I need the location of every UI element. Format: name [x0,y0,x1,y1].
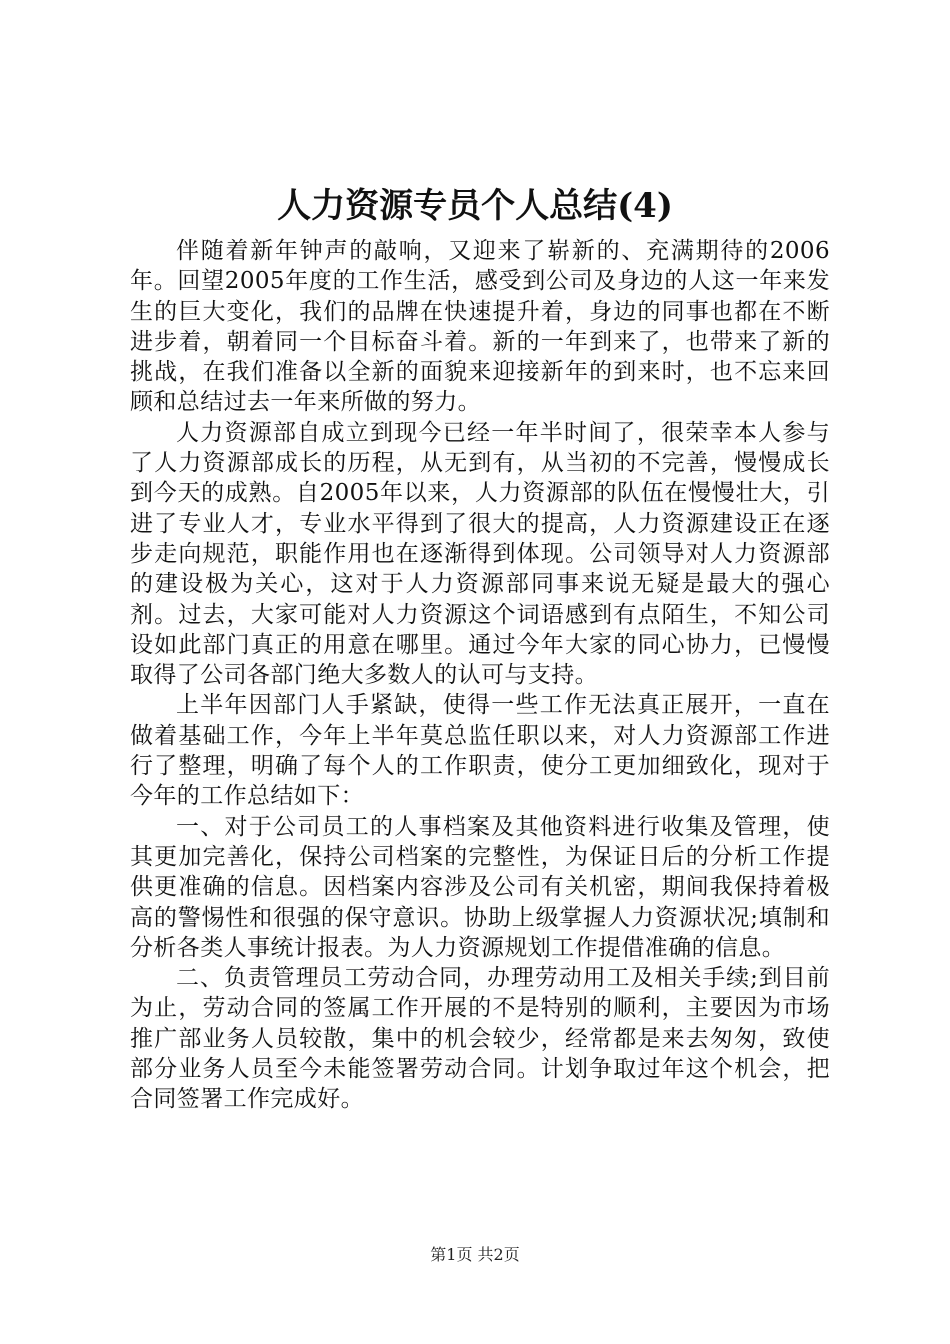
document-title: 人力资源专员个人总结(4) [277,186,673,226]
page-number-footer: 第1页 共2页 [430,1245,520,1264]
paragraph-intro: 伴随着新年钟声的敲响，又迎来了崭新的、充满期待的2006年。回望2005年度的工作生活，感受到公司及身边的人这一年来发生的巨大变化，我们的品牌在快速提升着，身边的同事也都在不断进步着，朝着同一个目标奋斗着。新的一年到来了，也带来了新的挑战，在我们准备以全新的面貌来迎接新年的到来时，也不忘来回顾和总结过去一年来所做的努力。 [130,238,830,416]
paragraph-item-archives: 一、对于公司员工的人事档案及其他资料进行收集及管理，使其更加完善化，保持公司档案的完整性，为保证日后的分析工作提供更准确的信息。因档案内容涉及公司有关机密，期间我保持着极高的警惕性和很强的保守意识。协助上级掌握人力资源状况;填制和分析各类人事统计报表。为人力资源规划工作提借准确的信息。 [130,813,830,961]
paragraph-work-overview: 上半年因部门人手紧缺，使得一些工作无法真正展开，一直在做着基础工作，今年上半年莫总监任职以来，对人力资源部工作进行了整理，明确了每个人的工作职责，使分工更加细致化，现对于今年的工作总结如下： [130,692,830,810]
paragraph-department-history: 人力资源部自成立到现今已经一年半时间了，很荣幸本人参与了人力资源部成长的历程，从无到有，从当初的不完善，慢慢成长到今天的成熟。自2005年以来，人力资源部的队伍在慢慢壮大，引进了专业人才，专业水平得到了很大的提高，人力资源建设正在逐步走向规范，职能作用也在逐渐得到体现。公司领导对人力资源部的建设极为关心，这对于人力资源部同事来说无疑是最大的强心剂。过去，大家可能对人力资源这个词语感到有点陌生，不知公司设如此部门真正的用意在哪里。通过今年大家的同心协力，已慢慢取得了公司各部门绝大多数人的认可与支持。 [130,419,830,689]
document-body [130,236,830,1115]
paragraph-item-contracts: 二、负责管理员工劳动合同，办理劳动用工及相关手续;到目前为止，劳动合同的签属工作开展的不是特别的顺利，主要因为市场推广部业务人员较散，集中的机会较少，经常都是来去匆匆，致使部分业务人员至今未能签署劳动合同。计划争取过年这个机会，把合同签署工作完成好。 [130,965,830,1113]
